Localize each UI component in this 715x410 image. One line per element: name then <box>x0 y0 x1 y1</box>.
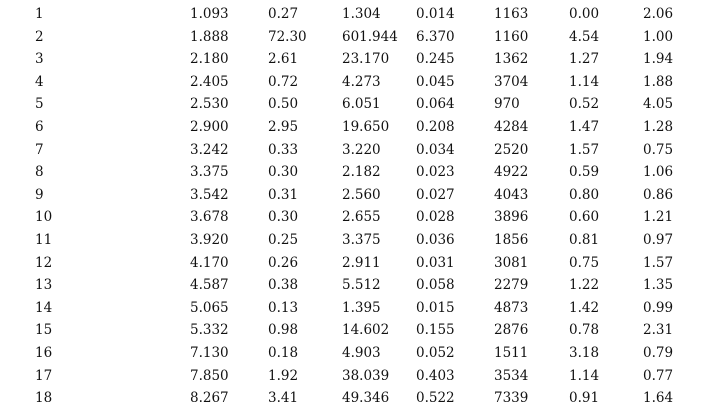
table-cell-index: 10 <box>35 209 53 226</box>
table-cell: 2279 <box>494 277 529 294</box>
table-cell: 0.75 <box>643 141 674 158</box>
table-cell: 2.560 <box>342 186 381 203</box>
table-cell-index: 1 <box>35 6 44 22</box>
table-cell: 0.403 <box>416 367 455 384</box>
table-row <box>0 297 715 320</box>
table-cell: 1.14 <box>569 73 600 90</box>
table-cell: 5.332 <box>190 322 229 339</box>
table-cell: 0.75 <box>569 254 600 271</box>
table-cell: 4.903 <box>342 344 381 361</box>
table-cell: 1.304 <box>342 6 381 22</box>
table-cell: 0.26 <box>268 254 299 271</box>
table-cell: 2876 <box>494 322 529 339</box>
table-cell: 0.522 <box>416 390 455 407</box>
table-cell: 1.92 <box>268 367 299 384</box>
table-cell: 1.35 <box>643 277 674 294</box>
table-cell: 4922 <box>494 164 529 181</box>
table-cell: 3534 <box>494 367 529 384</box>
table-cell: 0.208 <box>416 118 455 135</box>
table-cell: 0.38 <box>268 277 299 294</box>
table-cell: 0.86 <box>643 186 674 203</box>
table-cell: 0.99 <box>643 299 674 316</box>
table-cell-index: 7 <box>35 141 44 158</box>
table-cell: 1.21 <box>643 209 674 226</box>
table-row <box>0 387 715 410</box>
table-cell: 7.850 <box>190 367 229 384</box>
table-row <box>0 184 715 207</box>
table-cell: 2.180 <box>190 51 229 68</box>
table-cell: 4.170 <box>190 254 229 271</box>
table-row <box>0 3 715 26</box>
table-cell: 1163 <box>494 6 529 22</box>
table-cell: 1.14 <box>569 367 600 384</box>
table-cell: 5.065 <box>190 299 229 316</box>
table-cell: 4.54 <box>569 28 600 45</box>
table-cell: 14.602 <box>342 322 390 339</box>
table-cell: 0.60 <box>569 209 600 226</box>
table-cell: 0.31 <box>268 186 299 203</box>
table-cell: 2.182 <box>342 164 381 181</box>
table-cell: 1856 <box>494 231 529 248</box>
table-cell: 2.61 <box>268 51 299 68</box>
table-cell: 1.57 <box>643 254 674 271</box>
table-cell: 2520 <box>494 141 529 158</box>
table-cell: 601.944 <box>342 28 398 45</box>
table-cell: 1.42 <box>569 299 600 316</box>
table-cell: 6.370 <box>416 28 455 45</box>
table-cell: 1160 <box>494 28 529 45</box>
table-cell: 0.015 <box>416 299 455 316</box>
table-cell: 4284 <box>494 118 529 135</box>
table-row <box>0 274 715 297</box>
table-cell: 1511 <box>494 344 529 361</box>
table-row <box>0 161 715 184</box>
table-cell: 1.28 <box>643 118 674 135</box>
table-cell: 0.33 <box>268 141 299 158</box>
table-cell: 1.22 <box>569 277 600 294</box>
table-cell: 3.542 <box>190 186 229 203</box>
table-cell: 3.41 <box>268 390 299 407</box>
table-row <box>0 342 715 365</box>
table-cell: 0.79 <box>643 344 674 361</box>
table-cell: 3704 <box>494 73 529 90</box>
table-cell: 0.18 <box>268 344 299 361</box>
table-cell: 19.650 <box>342 118 390 135</box>
table-cell-index: 13 <box>35 277 53 294</box>
table-cell-index: 18 <box>35 390 53 407</box>
table-cell: 38.039 <box>342 367 390 384</box>
table-cell: 4043 <box>494 186 529 203</box>
table-row <box>0 93 715 116</box>
table-cell: 49.346 <box>342 390 390 407</box>
table-cell: 1.00 <box>643 28 674 45</box>
table-cell: 7339 <box>494 390 529 407</box>
table-cell: 0.78 <box>569 322 600 339</box>
table-row <box>0 229 715 252</box>
table-cell: 3.375 <box>190 164 229 181</box>
table-cell: 2.405 <box>190 73 229 90</box>
table-cell: 1.57 <box>569 141 600 158</box>
table-cell: 2.95 <box>268 118 299 135</box>
table-cell: 0.98 <box>268 322 299 339</box>
table-cell-index: 11 <box>35 231 53 248</box>
table-cell: 3.242 <box>190 141 229 158</box>
table-cell: 5.512 <box>342 277 381 294</box>
table-cell-index: 14 <box>35 299 53 316</box>
table-cell: 2.655 <box>342 209 381 226</box>
table-cell: 2.911 <box>342 254 381 271</box>
table-cell: 0.00 <box>569 6 600 22</box>
table-cell: 2.31 <box>643 322 674 339</box>
table-cell: 0.91 <box>569 390 600 407</box>
table-cell-index: 17 <box>35 367 53 384</box>
table-cell: 0.25 <box>268 231 299 248</box>
table-cell: 0.023 <box>416 164 455 181</box>
table-cell: 0.30 <box>268 209 299 226</box>
table-cell-index: 15 <box>35 322 53 339</box>
table-cell: 0.52 <box>569 96 600 113</box>
table-row <box>0 26 715 49</box>
table-cell: 3896 <box>494 209 529 226</box>
table-cell: 1.64 <box>643 390 674 407</box>
table-cell: 1.888 <box>190 28 229 45</box>
table-cell: 3081 <box>494 254 529 271</box>
table-row <box>0 319 715 342</box>
table-cell: 1.093 <box>190 6 229 22</box>
table-cell: 1.88 <box>643 73 674 90</box>
table-cell: 4.05 <box>643 96 674 113</box>
table-cell: 0.59 <box>569 164 600 181</box>
table-cell: 0.036 <box>416 231 455 248</box>
table-cell-index: 12 <box>35 254 53 271</box>
table-cell: 0.064 <box>416 96 455 113</box>
table-cell: 1.27 <box>569 51 600 68</box>
table-cell: 3.375 <box>342 231 381 248</box>
table-cell: 3.220 <box>342 141 381 158</box>
table-cell: 72.30 <box>268 28 307 45</box>
table-cell: 8.267 <box>190 390 229 407</box>
table-cell: 0.058 <box>416 277 455 294</box>
table-row <box>0 48 715 71</box>
table-cell: 970 <box>494 96 520 113</box>
table-cell: 1.47 <box>569 118 600 135</box>
table-cell-index: 5 <box>35 96 44 113</box>
table-cell-index: 3 <box>35 51 44 68</box>
table-cell: 1.94 <box>643 51 674 68</box>
table-cell: 1.395 <box>342 299 381 316</box>
table-cell: 1362 <box>494 51 529 68</box>
table-cell: 0.81 <box>569 231 600 248</box>
table-cell: 0.027 <box>416 186 455 203</box>
table-cell: 0.031 <box>416 254 455 271</box>
table-cell: 0.014 <box>416 6 455 22</box>
table-cell-index: 2 <box>35 28 44 45</box>
table-cell: 2.530 <box>190 96 229 113</box>
table-cell: 0.045 <box>416 73 455 90</box>
table-cell: 0.028 <box>416 209 455 226</box>
table-cell: 2.06 <box>643 6 674 22</box>
table-cell: 7.130 <box>190 344 229 361</box>
table-cell: 2.900 <box>190 118 229 135</box>
table-row <box>0 252 715 275</box>
table-cell: 0.27 <box>268 6 299 22</box>
table-cell: 1.06 <box>643 164 674 181</box>
data-table <box>0 3 715 410</box>
table-cell: 4873 <box>494 299 529 316</box>
table-cell: 3.18 <box>569 344 600 361</box>
table-cell: 4.273 <box>342 73 381 90</box>
table-cell-index: 9 <box>35 186 44 203</box>
table-cell: 0.034 <box>416 141 455 158</box>
table-cell: 0.72 <box>268 73 299 90</box>
table-row <box>0 206 715 229</box>
table-cell: 4.587 <box>190 277 229 294</box>
table-cell: 6.051 <box>342 96 381 113</box>
table-cell: 0.245 <box>416 51 455 68</box>
table-cell: 3.920 <box>190 231 229 248</box>
table-cell: 0.052 <box>416 344 455 361</box>
table-cell: 23.170 <box>342 51 390 68</box>
table-cell: 0.155 <box>416 322 455 339</box>
table-cell-index: 4 <box>35 73 44 90</box>
table-cell: 0.30 <box>268 164 299 181</box>
table-cell: 0.97 <box>643 231 674 248</box>
table-row <box>0 71 715 94</box>
table-cell: 0.77 <box>643 367 674 384</box>
table-row <box>0 139 715 162</box>
table-cell-index: 8 <box>35 164 44 181</box>
table-cell: 0.80 <box>569 186 600 203</box>
table-row <box>0 116 715 139</box>
table-cell-index: 16 <box>35 344 53 361</box>
table-cell: 3.678 <box>190 209 229 226</box>
table-cell-index: 6 <box>35 118 44 135</box>
table-row <box>0 365 715 388</box>
table-cell: 0.50 <box>268 96 299 113</box>
table-cell: 0.13 <box>268 299 299 316</box>
